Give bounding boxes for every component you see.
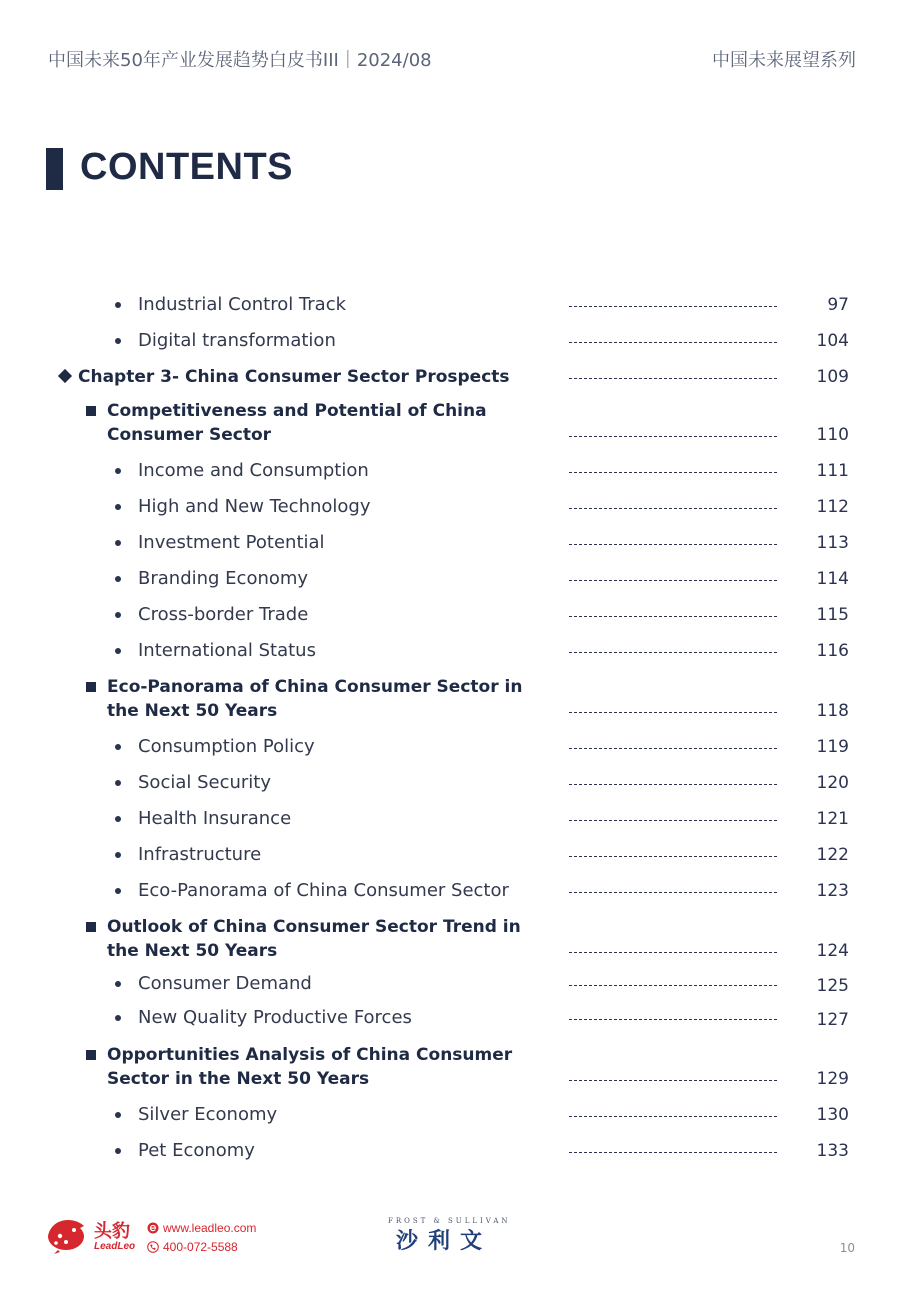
toc-page-number: 104: [816, 331, 849, 351]
toc-page-number: 127: [816, 1010, 849, 1030]
partner-logo-english: FROST & SULLIVAN: [388, 1217, 511, 1225]
diamond-bullet-icon: [58, 369, 72, 383]
toc-section-title: Outlook of China Consumer Sector Trend in the Next 50 Years: [107, 917, 521, 961]
toc-entry-title: High and New Technology: [138, 496, 371, 517]
dotted-leader: [569, 652, 777, 653]
toc-page-number: 113: [816, 533, 849, 553]
dotted-leader: [569, 1116, 777, 1117]
dotted-leader: [569, 1152, 777, 1153]
header-left-title: 中国未来50年产业发展趋势白皮书III｜2024/08: [48, 50, 432, 71]
bullet-dot-icon: [115, 504, 121, 510]
toc-entry-title: Income and Consumption: [138, 460, 369, 481]
square-bullet-icon: [86, 922, 96, 932]
square-bullet-icon: [86, 1050, 96, 1060]
dotted-leader: [569, 712, 777, 713]
toc-page-number: 129: [816, 1069, 849, 1089]
toc-page-number: 118: [816, 701, 849, 721]
dotted-leader: [569, 985, 777, 986]
bullet-dot-icon: [115, 981, 121, 987]
phone-line[interactable]: [147, 1240, 238, 1254]
brand-logo-english: LeadLeo: [94, 1241, 136, 1252]
dotted-leader: [569, 472, 777, 473]
square-bullet-icon: [86, 682, 96, 692]
toc-entry-title: Infrastructure: [138, 844, 262, 865]
bullet-dot-icon: [115, 576, 121, 582]
toc-section-title: Eco-Panorama of China Consumer Sector in the Next 50 Years: [107, 677, 523, 721]
dotted-leader: [569, 378, 777, 379]
dotted-leader: [569, 1019, 777, 1020]
toc-page-number: 125: [816, 976, 849, 996]
phone-number: 400-072-5588: [163, 1240, 238, 1254]
toc-page-number: 110: [816, 425, 849, 445]
bullet-dot-icon: [115, 302, 121, 308]
dotted-leader: [569, 306, 777, 307]
dotted-leader: [569, 820, 777, 821]
bullet-dot-icon: [115, 780, 121, 786]
leopard-logo-icon: [44, 1216, 88, 1254]
toc-page-number: 121: [816, 809, 849, 829]
toc-page-number: 124: [816, 941, 849, 961]
header-series-title: 中国未来展望系列: [712, 50, 856, 71]
dotted-leader: [569, 952, 777, 953]
website-line[interactable]: [147, 1221, 256, 1235]
toc-page-number: 120: [816, 773, 849, 793]
bullet-dot-icon: [115, 648, 121, 654]
web-e-icon: [147, 1222, 159, 1234]
toc-entry-title: Branding Economy: [138, 568, 309, 589]
bullet-dot-icon: [115, 744, 121, 750]
toc-page-number: 97: [827, 295, 849, 315]
dotted-leader: [569, 436, 777, 437]
bullet-dot-icon: [115, 1112, 121, 1118]
toc-page-number: 111: [816, 461, 849, 481]
toc-entry-title: Cross-border Trade: [138, 604, 309, 625]
toc-entry-title: Consumer Demand: [138, 973, 312, 994]
dotted-leader: [569, 784, 777, 785]
bullet-dot-icon: [115, 816, 121, 822]
page-number: 10: [839, 1241, 855, 1255]
square-bullet-icon: [86, 406, 96, 416]
toc-entry-title: Eco-Panorama of China Consumer Sector: [138, 880, 509, 901]
toc-page-number: 114: [816, 569, 849, 589]
bullet-dot-icon: [115, 852, 121, 858]
toc-entry-title: Industrial Control Track: [138, 294, 347, 315]
toc-entry-title: Silver Economy: [138, 1104, 278, 1125]
toc-entry-title: Consumption Policy: [138, 736, 315, 757]
toc-entry-title: New Quality Productive Forces: [138, 1007, 412, 1028]
bullet-dot-icon: [115, 1015, 121, 1021]
brand-logo-chinese: 头豹: [94, 1221, 130, 1242]
dotted-leader: [569, 616, 777, 617]
toc-entry-title: Digital transformation: [138, 330, 336, 351]
toc-page-number: 115: [816, 605, 849, 625]
toc-page-number: 112: [816, 497, 849, 517]
toc-section-title: Opportunities Analysis of China Consumer Sector in the Next 50 Years: [107, 1045, 513, 1089]
dotted-leader: [569, 892, 777, 893]
contents-heading: CONTENTS: [80, 146, 293, 188]
toc-section-title: Competitiveness and Potential of China Consumer Sector: [107, 401, 487, 445]
website-link[interactable]: www.leadleo.com: [163, 1221, 257, 1235]
bullet-dot-icon: [115, 468, 121, 474]
toc-entry-title: Investment Potential: [138, 532, 325, 553]
toc-entry-title: Pet Economy: [138, 1140, 255, 1161]
toc-entry-title: Social Security: [138, 772, 272, 793]
phone-icon: [147, 1241, 159, 1253]
toc-page-number: 122: [816, 845, 849, 865]
dotted-leader: [569, 1080, 777, 1081]
toc-page-number: 123: [816, 881, 849, 901]
bullet-dot-icon: [115, 540, 121, 546]
dotted-leader: [569, 544, 777, 545]
toc-page-number: 119: [816, 737, 849, 757]
toc-page-number: 109: [816, 367, 849, 387]
toc-entry-title: International Status: [138, 640, 316, 661]
partner-logo-chinese: 沙利文: [396, 1229, 493, 1254]
toc-page-number: 130: [816, 1105, 849, 1125]
dotted-leader: [569, 856, 777, 857]
dotted-leader: [569, 342, 777, 343]
toc-chapter-title: Chapter 3- China Consumer Sector Prospects: [78, 367, 510, 387]
bullet-dot-icon: [115, 612, 121, 618]
bullet-dot-icon: [115, 888, 121, 894]
dotted-leader: [569, 748, 777, 749]
toc-page-number: 133: [816, 1141, 849, 1161]
toc-page-number: 116: [816, 641, 849, 661]
dotted-leader: [569, 508, 777, 509]
bullet-dot-icon: [115, 1148, 121, 1154]
dotted-leader: [569, 580, 777, 581]
contents-accent-bar: [46, 148, 63, 190]
toc-entry-title: Health Insurance: [138, 808, 292, 829]
bullet-dot-icon: [115, 338, 121, 344]
